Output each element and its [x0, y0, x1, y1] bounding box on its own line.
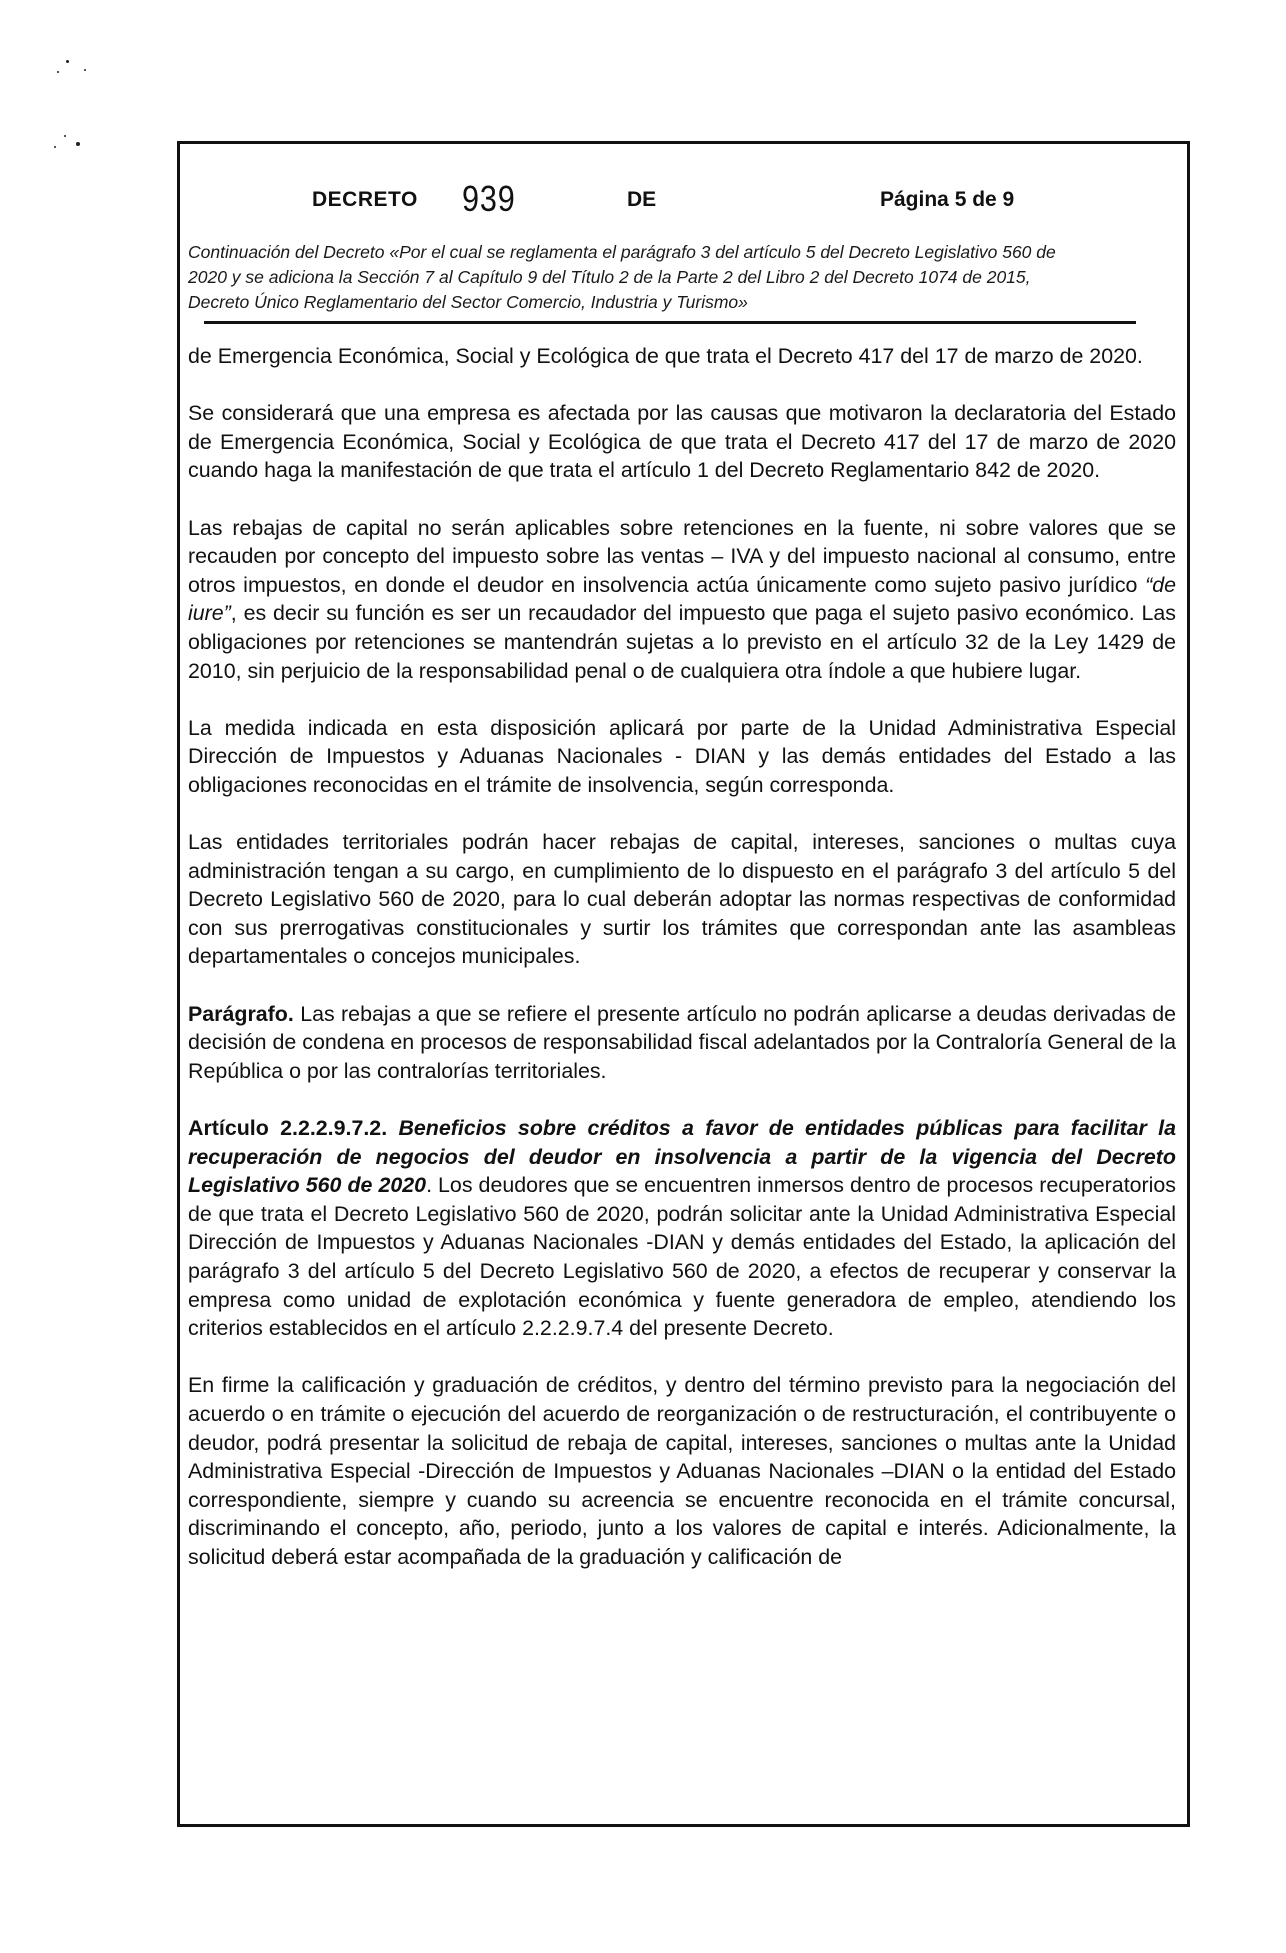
paragraph: Se considerará que una empresa es afectada por las causas que motivaron la declaratoria del Estado de Emergencia Económica, Social y Ecológica de que trata el Decreto 417 del 17 de marzo de 2020 cuando haga la manifestación de que trata el artículo 1 del Decreto Reglamentario 842 de 2020. — [188, 401, 1176, 483]
article-title: Beneficios sobre créditos a favor de entidades públicas para facilitar la recuperación de negocios del deudor en insolvencia a partir de la vigencia del Decreto Legislativo 560 de 2020 — [188, 1116, 1176, 1198]
scan-artifact — [57, 71, 59, 73]
document-header — [180, 178, 1187, 218]
paragraph: Las entidades territoriales podrán hacer rebajas de capital, intereses, sanciones o multas cuya administración tengan a su cargo, en cumplimiento de lo dispuesto en el parágrafo 3 del artículo 5 del Decreto Legislativo 560 de 2020, para lo cual deberán adoptar las normas respectivas de conformidad con sus prerrogativas constitucionales y surtir los trámites que correspondan ante las asambleas departamentales o concejos municipales. — [188, 830, 1176, 969]
page-number: Página 5 de 9 — [880, 188, 1015, 211]
paragraph-text: , es decir su función es ser un recaudador del impuesto que paga el sujeto pasivo económico. Las obligaciones por retenciones se mantendrán sujetas a lo previsto en el artículo 32 de la Ley 1429 de 2010, sin perjuicio de la responsabilidad penal o de cualquiera otra índole a que hubiere lugar. — [188, 601, 1176, 683]
paragraph: La medida indicada en esta disposición aplicará por parte de la Unidad Administrativa Especial Dirección de Impuestos y Aduanas Nacionales - DIAN y las demás entidades del Estado a las obligaciones reconocidas en el trámite de insolvencia, según corresponda. — [188, 715, 1176, 797]
paragraph — [188, 514, 1176, 686]
decree-subtitle: Continuación del Decreto «Por el cual se reglamenta el parágrafo 3 del artículo 5 del Decreto Legislativo 560 de 2020 y se adiciona la Sección 7 al Capítulo 9 del Título 2 de la Parte 2 del Libro 2 del Decreto 1074 de 2015, Decreto Único Reglamentario del Sector Comercio, Industria y Turismo» — [188, 242, 1056, 312]
article-number: Artículo 2.2.2.9.7.2. — [188, 1116, 388, 1141]
decree-number: 939 — [462, 178, 516, 219]
scan-artifact — [54, 146, 56, 148]
latin-term: “de iure” — [188, 572, 1176, 626]
paragraph-text: . Los deudores que se encuentren inmersos dentro de procesos recuperatorios de que trata el Decreto Legislativo 560 de 2020, podrán solicitar ante la Unidad Administrativa Especial Dirección de Impuestos y Aduanas Nacionales -DIAN y demás entidades del Estado, la aplicación del parágrafo 3 del artículo 5 del Decreto Legislativo 560 de 2020, a efectos de recuperar y conservar la empresa como unidad de explotación económica y fuente generadora de empleo, atendiendo los criterios establecidos en el artículo 2.2.2.9.7.4 del presente Decreto. — [188, 1173, 1177, 1341]
decree-de-label: DE — [627, 188, 657, 211]
article-paragraph — [188, 1114, 1176, 1343]
document-page-frame — [177, 141, 1190, 1827]
paragraph: En firme la calificación y graduación de créditos, y dentro del término previsto para la negociación del acuerdo o en trámite o ejecución del acuerdo de reorganización o de restructuración, el contribuyente o deudor, podrá presentar la solicitud de rebaja de capital, intereses, sanciones o multas ante la Unidad Administrativa Especial -Dirección de Impuestos y Aduanas Nacionales –DIAN o la entidad del Estado correspondiente, siempre y cuando su acreencia se encuentre reconocida en el trámite concursal, discriminando el concepto, año, periodo, junto a los valores de capital e interés. Adicionalmente, la solicitud deberá estar acompañada de la graduación y calificación de — [188, 1373, 1176, 1569]
paragraph-text: Las rebajas de capital no serán aplicables sobre retenciones en la fuente, ni sobre valores que se recauden por concepto del impuesto sobre las ventas – IVA y del impuesto nacional al consumo, entre otros impuestos, en donde el deudor en insolvencia actúa únicamente como sujeto pasivo jurídico — [188, 515, 1176, 597]
header-divider — [204, 321, 1136, 324]
document-body — [188, 342, 1176, 1600]
scan-artifact — [64, 135, 66, 137]
paragraph-text: Las rebajas a que se refiere el presente artículo no podrán aplicarse a deudas derivadas de decisión de condena en procesos de responsabilidad fiscal adelantados por la Contraloría General de la República o por las contralorías territoriales. — [188, 1001, 1176, 1083]
paragrafo-label: Parágrafo. — [188, 1001, 294, 1026]
decree-label: DECRETO — [312, 188, 418, 211]
scan-artifact — [84, 69, 86, 71]
scan-artifact — [66, 60, 69, 63]
paragraph — [188, 1000, 1176, 1086]
paragraph: de Emergencia Económica, Social y Ecológica de que trata el Decreto 417 del 17 de marzo de 2020. — [188, 344, 1143, 368]
scan-artifact — [76, 142, 80, 146]
